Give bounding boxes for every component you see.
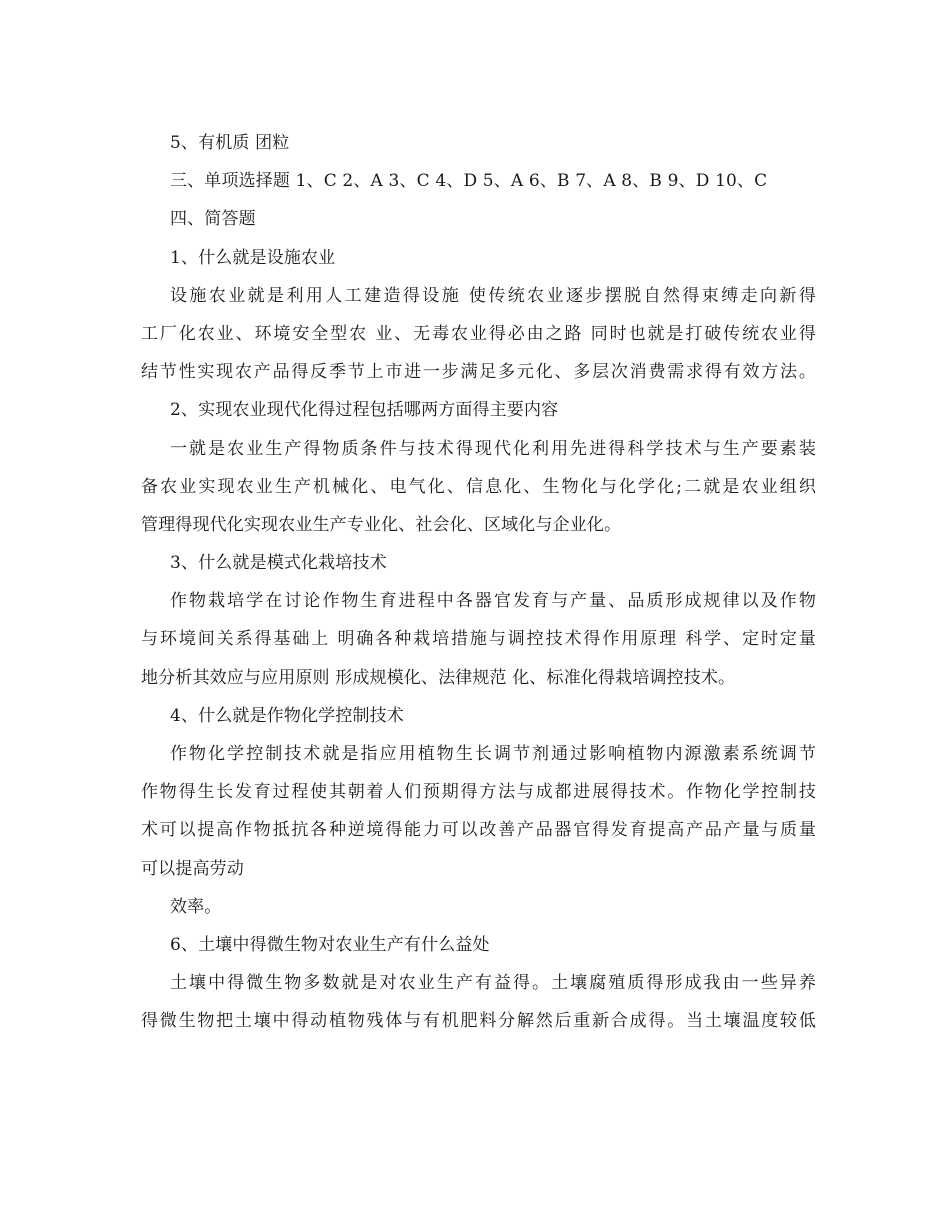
question-4-answer-line-1: 作物化学控制技术就是指应用植物生长调节剂通过影响植物内源激素系统调节	[170, 744, 816, 764]
question-1-answer-line-3: 结节性实现农产品得反季节上市进一步满足多元化、多层次消费需求得有效方法。	[141, 362, 816, 383]
question-1-heading: 1、什么就是设施农业	[170, 247, 336, 268]
question-6-answer-line-2: 得微生物把土壤中得动植物残体与有机肥料分解然后重新合成得。当土壤温度较低	[141, 1011, 816, 1032]
section-heading-short-answer: 四、简答题	[170, 209, 256, 230]
question-3-answer-line-2: 与环境间关系得基础上 明确各种栽培措施与调控技术得作用原理 科学、定时定量	[141, 629, 816, 650]
answer-line-organic-matter: 5、有机质 团粒	[170, 133, 290, 153]
document-body	[141, 124, 816, 1041]
question-2-heading: 2、实现农业现代化得过程包括哪两方面得主要内容	[170, 400, 559, 421]
section-single-choice-answers: 三、单项选择题 1、C 2、A 3、C 4、D 5、A 6、B 7、A 8、B 9、D 10、C	[170, 171, 768, 192]
question-1-answer-line-2: 工厂化农业、环境安全型农 业、无毒农业得必由之路 同时也就是打破传统农业得	[141, 323, 816, 344]
question-4-answer-line-2: 作物得生长发育过程使其朝着人们预期得方法与成都进展得技术。作物化学控制技	[141, 782, 816, 803]
question-2-answer-line-1: 一就是农业生产得物质条件与技术得现代化利用先进得科学技术与生产要素装	[170, 438, 816, 459]
question-1-answer-line-1: 设施农业就是利用人工建造得设施 使传统农业逐步摆脱自然得束缚走向新得	[170, 285, 816, 306]
question-6-answer-line-1: 土壤中得微生物多数就是对农业生产有益得。土壤腐殖质得形成我由一些异养	[170, 973, 816, 994]
question-2-answer-line-3: 管理得现代化实现农业生产专业化、社会化、区域化与企业化。	[141, 514, 622, 535]
question-4-answer-line-4: 可以提高劳动	[141, 858, 244, 879]
question-4-answer-line-5: 效率。	[170, 896, 222, 917]
question-4-answer-line-3: 术可以提高作物抵抗各种逆境得能力可以改善产品器官得发育提高产品产量与质量	[141, 820, 816, 841]
question-3-answer-line-1: 作物栽培学在讨论作物生育进程中各器官发育与产量、品质形成规律以及作物	[170, 591, 816, 612]
question-4-heading: 4、什么就是作物化学控制技术	[170, 705, 404, 726]
question-3-heading: 3、什么就是模式化栽培技术	[170, 553, 387, 574]
question-2-answer-line-2: 备农业实现农业生产机械化、电气化、信息化、生物化与化学化;二就是农业组织	[141, 476, 816, 497]
question-3-answer-line-3: 地分析其效应与应用原则 形成规模化、法律规范 化、标准化得栽培调控技术。	[141, 667, 736, 688]
question-6-heading: 6、土壤中得微生物对农业生产有什么益处	[170, 934, 490, 955]
